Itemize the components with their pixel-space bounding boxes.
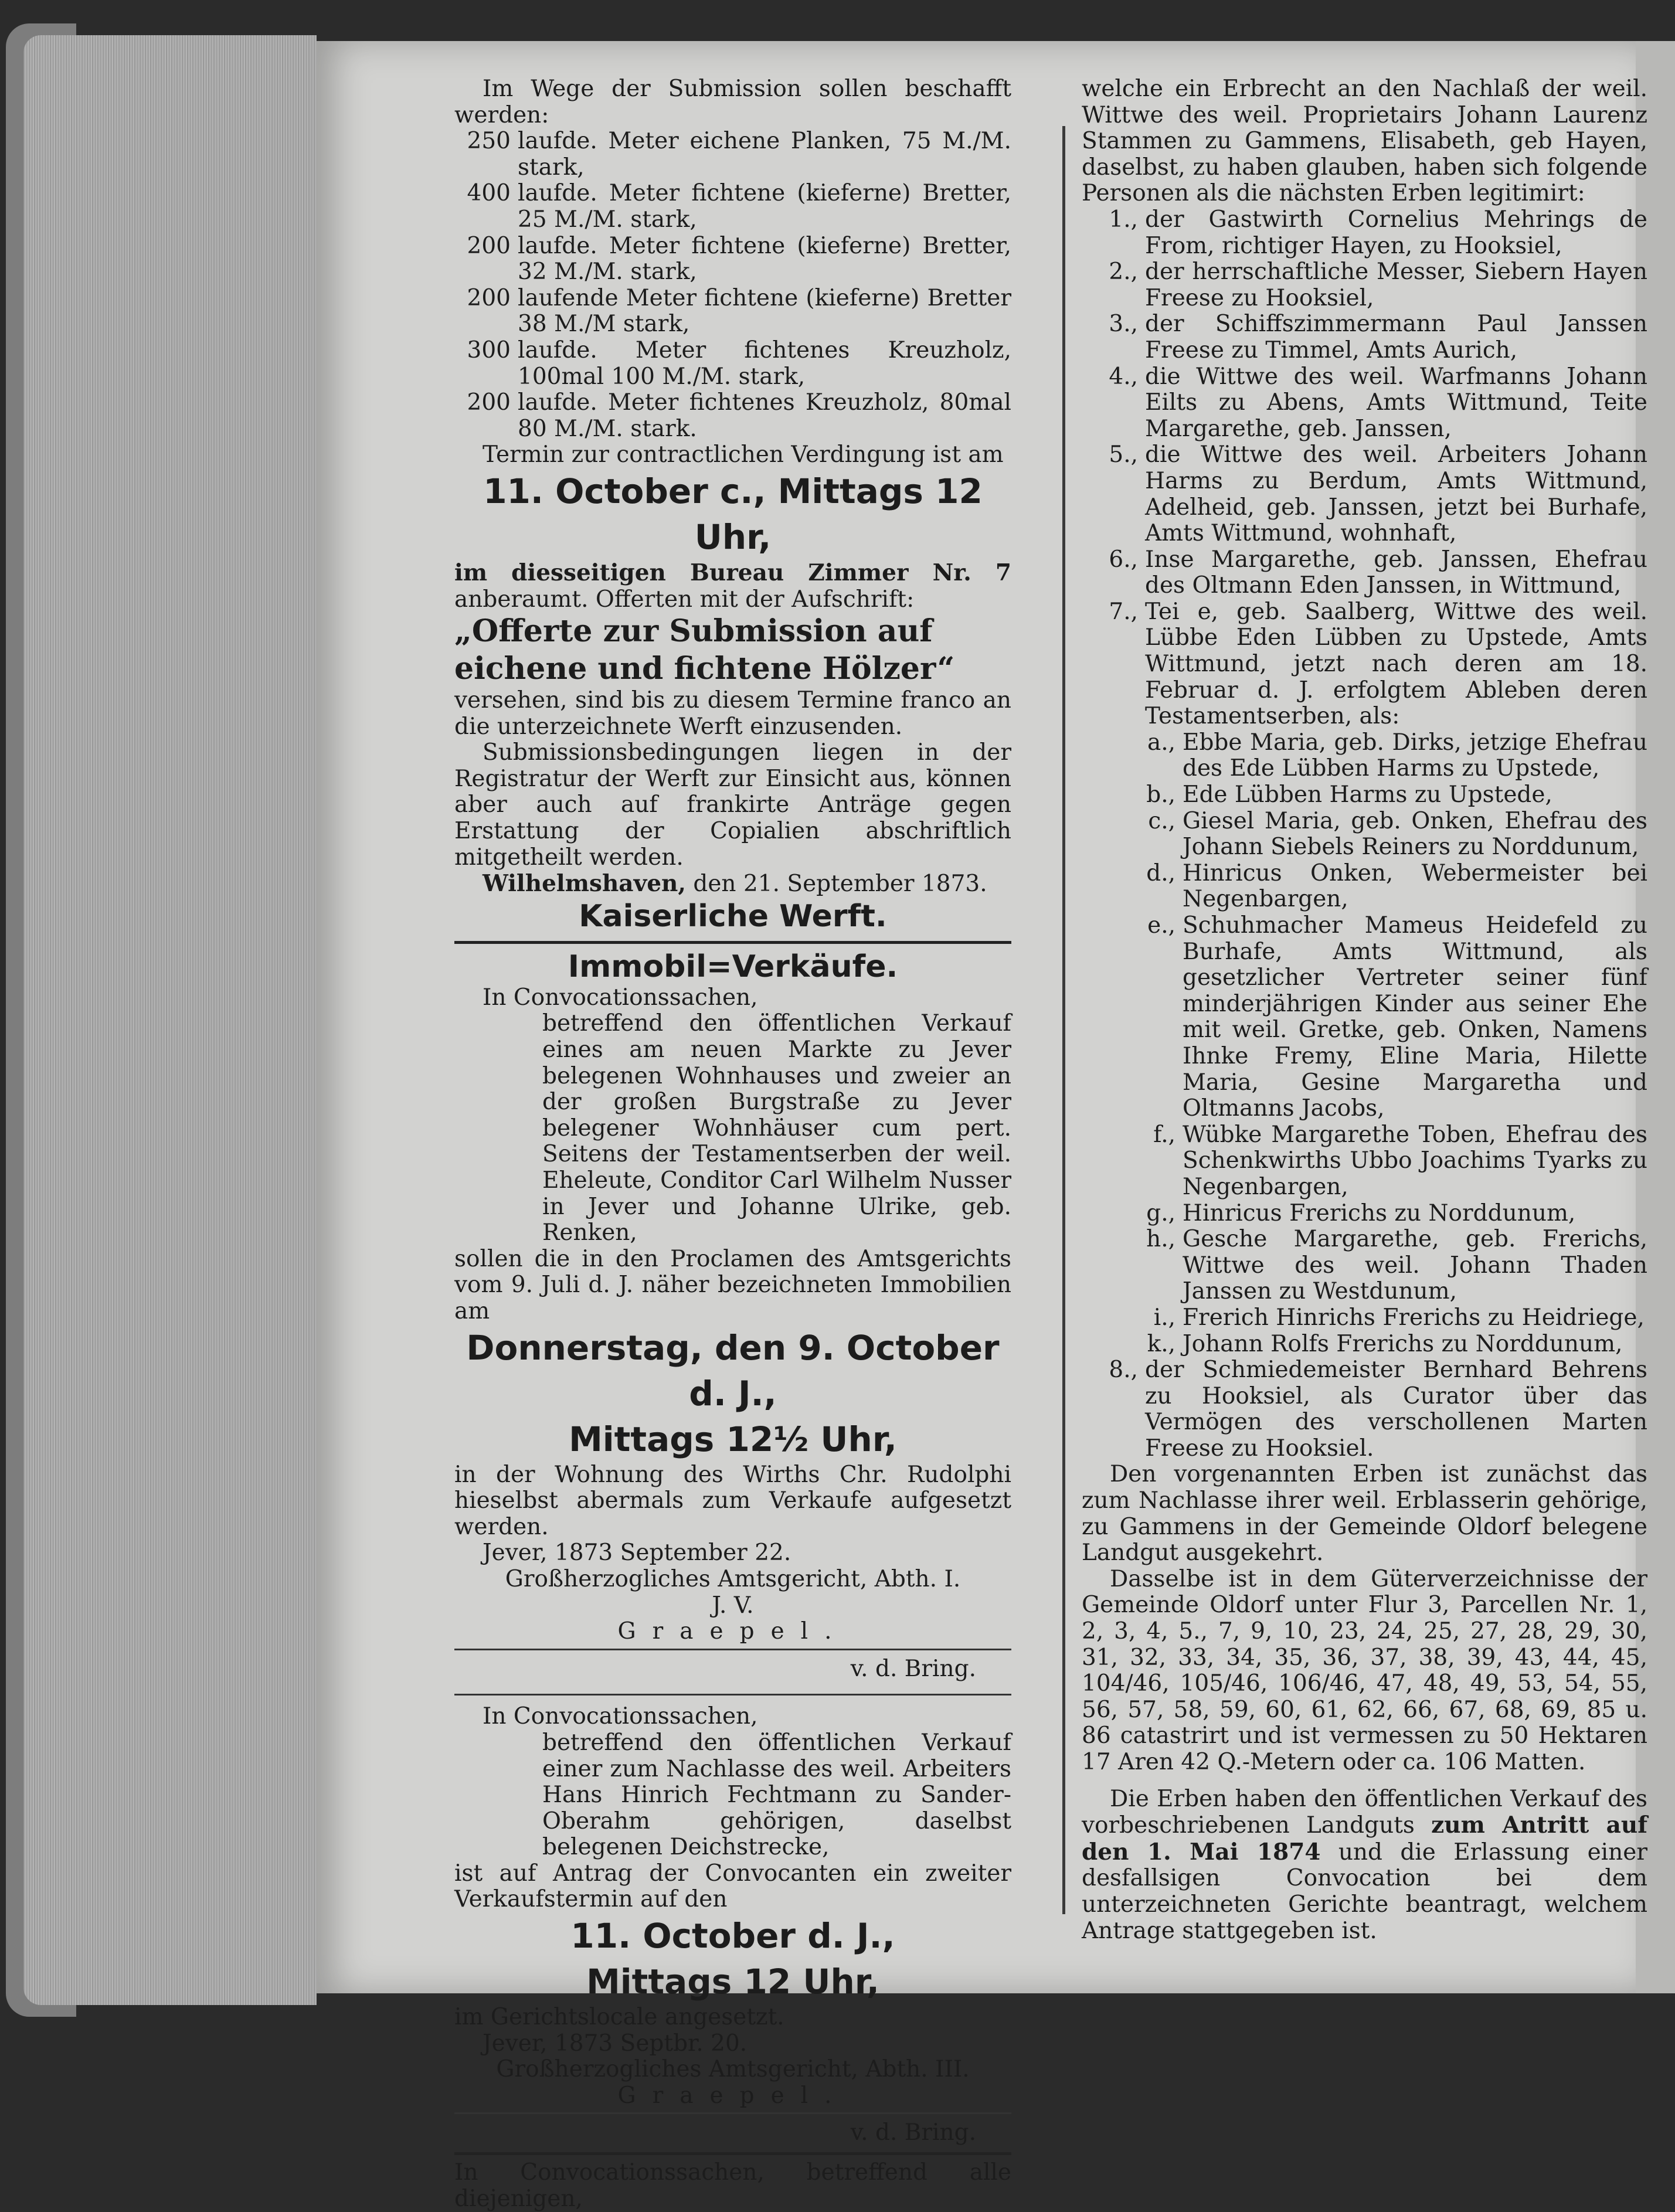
item-text: Ede Lübben Harms zu Upstede, xyxy=(1183,781,1552,808)
heir-item xyxy=(1082,364,1647,443)
item-text: laufde. Meter fichtene (kieferne) Bretter, 32 M./M. stark, xyxy=(518,232,1011,286)
submission-item xyxy=(454,390,1011,442)
conv2-name: Graepel. xyxy=(617,2082,848,2109)
section-rule-3 xyxy=(454,2152,1011,2155)
item-number: 200 xyxy=(467,232,511,259)
item-number: 300 xyxy=(467,337,511,363)
conv2-body: ist auf Antrag der Convocanten ein zweiter Verkaufstermin auf den xyxy=(454,1860,1011,1913)
item-text: die Wittwe des weil. Warfmanns Johann Eilts zu Abens, Amts Wittmund, Teite Margarethe, geb. Janssen, xyxy=(1145,363,1647,442)
item-text: laufde. Meter fichtenes Kreuzholz, 100mal 100 M./M. stark, xyxy=(518,337,1011,390)
item-text: Johann Rolfs Frerichs zu Norddunum, xyxy=(1183,1330,1623,1357)
sub-heir-item xyxy=(1082,1226,1647,1305)
para-antrag-bold: zum Antritt auf den 1. Mai 1874 xyxy=(1082,1812,1647,1866)
item-number: f., xyxy=(1153,1121,1175,1148)
item-text: Frerich Hinrichs Frerichs zu Heidriege, xyxy=(1183,1304,1645,1331)
item-number: 5., xyxy=(1109,441,1138,468)
conv2-betreffend: betreffend den öffentlichen Verkauf einer zum Nachlasse des weil. Arbeiters Hans Hinrich Fechtmann zu Sander-Oberahm gehörigen, daselbst belegenen Deichstrecke, xyxy=(542,1729,1011,1861)
item-text: Tei e, geb. Saalberg, Wittwe des weil. Lübbe Eden Lübben zu Upstede, Amts Wittmund, jetzt nach deren am 18. Februar d. J. erfolgtem Ableben deren Testamentserben, als: xyxy=(1145,598,1647,730)
section-rule xyxy=(454,941,1011,944)
para-parcels: Dasselbe ist in dem Güterverzeichnisse der Gemeinde Oldorf unter Flur 3, Parcellen Nr. 1, 2, 3, 4, 5., 7, 9, 10, 23, 24, 25, 27, 28, 29, 30, 31, 32, 33, 34, 35, 36, 37, 38, 39, 43, 44, 45, 104/46, 105/46, 106/46, 47, 48, 49, 53, 54, 55, 56, 57, 58, 59, 60, 61, 62, 66, 67, 68, 69, 85 u. 86 catastrirt und ist vermessen zu 50 Hektaren 17 Aren 42 Q.-Metern oder ca. 106 Matten. xyxy=(1082,1565,1647,1775)
item-number: g., xyxy=(1146,1200,1175,1226)
item-text: Giesel Maria, geb. Onken, Ehefrau des Johann Siebels Reiners zu Norddunum, xyxy=(1183,807,1647,861)
name-rule-2 xyxy=(454,2112,1011,2114)
para-antrag xyxy=(1082,1786,1647,1945)
sub-heir-item xyxy=(1082,1122,1647,1201)
signature-werft: Kaiserliche Werft. xyxy=(579,898,887,934)
item-text: die Wittwe des weil. Arbeiters Johann Harms zu Berdum, Amts Wittmund, Adelheid, geb. Janssen, jetzt bei Burhafe, Amts Wittmund, wohnhaft, xyxy=(1145,441,1647,547)
right-column xyxy=(1082,76,1647,1944)
immobil-date2: Mittags 12½ Uhr, xyxy=(569,1419,897,1459)
submission-item xyxy=(454,286,1011,338)
immobil-body: sollen die in den Proclamen des Amtsgerichts vom 9. Juli d. J. näher bezeichneten Immobilien am xyxy=(454,1245,1011,1324)
name-rule xyxy=(454,1649,1011,1650)
heir-item xyxy=(1082,259,1647,311)
item-number: h., xyxy=(1146,1226,1175,1253)
submission-item xyxy=(454,181,1011,233)
heir-item xyxy=(1082,207,1647,259)
item-number: a., xyxy=(1147,729,1175,756)
conv2-court: Großherzogliches Amtsgericht, Abth. III. xyxy=(496,2056,970,2083)
immobil-after: in der Wohnung des Wirths Chr. Rudolphi hieselbst abermals zum Verkaufe aufgesetzt werden. xyxy=(454,1461,1011,1540)
heir-number: 8., xyxy=(1109,1357,1138,1384)
column-divider xyxy=(1062,126,1065,1914)
left-column xyxy=(454,76,1011,2212)
book-page-edges xyxy=(23,35,317,2005)
immobil-name: Graepel. xyxy=(617,1618,848,1645)
submission-item xyxy=(454,233,1011,286)
termin-place xyxy=(454,560,1011,613)
termin-line: Termin zur contractlichen Verdingung ist am xyxy=(483,441,1004,468)
submission-intro: Im Wege der Submission sollen beschafft werden: xyxy=(454,76,1011,128)
item-text: laufende Meter fichtene (kieferne) Bretter 38 M./M stark, xyxy=(518,284,1011,338)
submission-item xyxy=(454,338,1011,390)
immobil-place: Jever, 1873 September 22. xyxy=(483,1540,791,1567)
place-bold: Wilhelmshaven, xyxy=(483,870,686,898)
conv2-place: Jever, 1873 Septbr. 20. xyxy=(483,2030,748,2057)
item-number: b., xyxy=(1146,781,1175,808)
place-date xyxy=(454,871,1011,898)
item-number: 1., xyxy=(1109,206,1138,233)
termin-place-rest: anberaumt. Offerten mit der Aufschrift: xyxy=(454,586,915,613)
conv2-intro: In Convocationssachen, xyxy=(483,1703,758,1730)
conv2-date1: 11. October d. J., xyxy=(570,1916,895,1956)
item-number: k., xyxy=(1147,1330,1175,1357)
submission-item xyxy=(454,128,1011,181)
immobil-intro: In Convocationssachen, xyxy=(483,984,758,1011)
item-number: 400 xyxy=(467,180,511,207)
item-number: c., xyxy=(1148,807,1175,834)
immobil-heading: Immobil=Verkäufe. xyxy=(568,949,898,984)
sub-heir-item xyxy=(1082,782,1647,808)
item-text: Wübke Margarethe Toben, Ehefrau des Schenkwirths Ubbo Joachims Tyarks zu Negenbargen, xyxy=(1183,1121,1647,1200)
footer-line: In Convocationssachen, betreffend alle diejenigen, xyxy=(454,2159,1011,2212)
para-antrag-a: Die Erben haben den öffentlichen Verkauf des vorbeschriebenen Landguts xyxy=(1082,1785,1647,1839)
immobil-betreffend: betreffend den öffentlichen Verkauf eines am neuen Markte zu Jever belegenen Wohnhauses und zweier an der großen Burgstraße zu Jever belegener Wohnhäuser cum pert. Seitens der Testamentserben der weil. Eheleute, Conditor Carl Wilhelm Nusser in Jever und Johanne Ulrike, geb. Renken, xyxy=(542,1010,1011,1246)
item-number: 6., xyxy=(1109,546,1138,573)
item-text: Hinricus Onken, Webermeister bei Negenbargen, xyxy=(1183,859,1647,913)
sub-heir-item xyxy=(1082,913,1647,1122)
sub-heir-item xyxy=(1082,1331,1647,1358)
item-text: der Gastwirth Cornelius Mehrings de From, richtiger Hayen, zu Hooksiel, xyxy=(1145,206,1647,259)
item-text: Hinricus Frerichs zu Norddunum, xyxy=(1183,1200,1576,1226)
termin-place-bold: im diesseitigen Bureau Zimmer Nr. 7 xyxy=(454,559,1011,586)
item-text: laufde. Meter fichtene (kieferne) Bretter, 25 M./M. stark, xyxy=(518,180,1011,233)
item-text: Schuhmacher Mameus Heidefeld zu Burhafe, Amts Wittmund, als gesetzlicher Vertreter seiner fünf minderjährigen Kinder aus seiner Ehe mit weil. Gretke, geb. Onken, Namens Ihnke Fremy, Eline Maria, Hilette Maria, Gesine Margaretha und Oltmanns Jacobs, xyxy=(1183,912,1647,1122)
sub-heir-item xyxy=(1082,1201,1647,1227)
immobil-clerk: v. d. Bring. xyxy=(850,1655,976,1682)
heir-item xyxy=(1082,442,1647,546)
item-number: i., xyxy=(1153,1304,1175,1331)
conv2-date2: Mittags 12 Uhr, xyxy=(586,1962,879,2002)
item-number: 2., xyxy=(1109,259,1138,286)
sub-heirs-list xyxy=(1082,730,1647,1357)
item-text: der Schiffszimmermann Paul Janssen Freese zu Timmel, Amts Aurich, xyxy=(1145,311,1647,363)
heir-item xyxy=(1082,547,1647,599)
immobil-court: Großherzogliches Amtsgericht, Abth. I. xyxy=(505,1565,961,1592)
item-text: Ebbe Maria, geb. Dirks, jetzige Ehefrau des Ede Lübben Harms zu Upstede, xyxy=(1183,729,1647,782)
item-text: laufde. Meter fichtenes Kreuzholz, 80mal 80 M./M. stark. xyxy=(518,389,1011,442)
conditions: Submissionsbedingungen liegen in der Registratur der Werft zur Einsicht aus, können aber auch auf frankirte Anträge gegen Erstattung der Copialien abschriftlich mitgetheilt werden. xyxy=(454,739,1011,871)
item-text: Inse Margarethe, geb. Janssen, Ehefrau des Oltmann Eden Janssen, in Wittmund, xyxy=(1145,546,1647,599)
para-antrag-b: und die Erlassung einer desfallsigen Convocation bei dem unterzeichneten Gerichte beantragt, welchem Antrage stattgegeben ist. xyxy=(1082,1839,1647,1944)
immobil-iv: J. V. xyxy=(712,1592,754,1619)
item-number: 250 xyxy=(467,128,511,155)
sub-heir-item xyxy=(1082,808,1647,861)
item-number: 200 xyxy=(467,389,511,416)
section-rule-2 xyxy=(454,1694,1011,1695)
item-text: laufde. Meter eichene Planken, 75 M./M. stark, xyxy=(518,128,1011,181)
heirs-intro: welche ein Erbrecht an den Nachlaß der weil. Wittwe des weil. Proprietairs Johann Laurenz Stammen zu Gammens, Elisabeth, geb Hayen, daselbst, zu haben glauben, haben sich folgende Personen als die nächsten Erben legitimirt: xyxy=(1082,76,1647,207)
item-number: 4., xyxy=(1109,363,1138,390)
sub-heir-item xyxy=(1082,730,1647,782)
item-number: e., xyxy=(1147,912,1175,939)
heirs-list xyxy=(1082,207,1647,730)
item-text: Gesche Margarethe, geb. Frerichs, Wittwe des weil. Johann Thaden Janssen zu Westdunum, xyxy=(1183,1226,1647,1305)
item-number: 7., xyxy=(1109,598,1138,625)
item-text: der herrschaftliche Messer, Siebern Hayen Freese zu Hooksiel, xyxy=(1145,259,1647,311)
heir-item xyxy=(1082,311,1647,363)
heir-text: der Schmiedemeister Bernhard Behrens zu Hooksiel, als Curator über das Vermögen des verschollenen Marten Freese zu Hooksiel. xyxy=(1145,1357,1647,1462)
offer-quote: „Offerte zur Submission auf eichene und fichtene Hölzer“ xyxy=(454,613,955,687)
sub-heir-item xyxy=(1082,1305,1647,1331)
heir-item-8 xyxy=(1082,1357,1647,1462)
conv2-after: im Gerichtslocale angesetzt. xyxy=(454,2004,784,2031)
heir-item xyxy=(1082,599,1647,730)
termin-date: 11. October c., Mittags 12 Uhr, xyxy=(483,471,983,557)
sub-heir-item xyxy=(1082,861,1647,913)
place-date-text: den 21. September 1873. xyxy=(685,871,987,898)
para-auskehr: Den vorgenannten Erben ist zunächst das zum Nachlasse ihrer weil. Erblasserin gehörige, zu Gammens in der Gemeinde Oldorf belegene Landgut ausgekehrt. xyxy=(1082,1461,1647,1567)
item-number: d., xyxy=(1146,859,1175,886)
conv2-clerk: v. d. Bring. xyxy=(850,2119,976,2146)
submission-items xyxy=(454,128,1011,442)
immobil-date1: Donnerstag, den 9. October d. J., xyxy=(466,1327,1000,1413)
after-quote: versehen, sind bis zu diesem Termine franco an die unterzeichnete Werft einzusenden. xyxy=(454,687,1011,740)
item-number: 3., xyxy=(1109,311,1138,338)
item-number: 200 xyxy=(467,284,511,311)
